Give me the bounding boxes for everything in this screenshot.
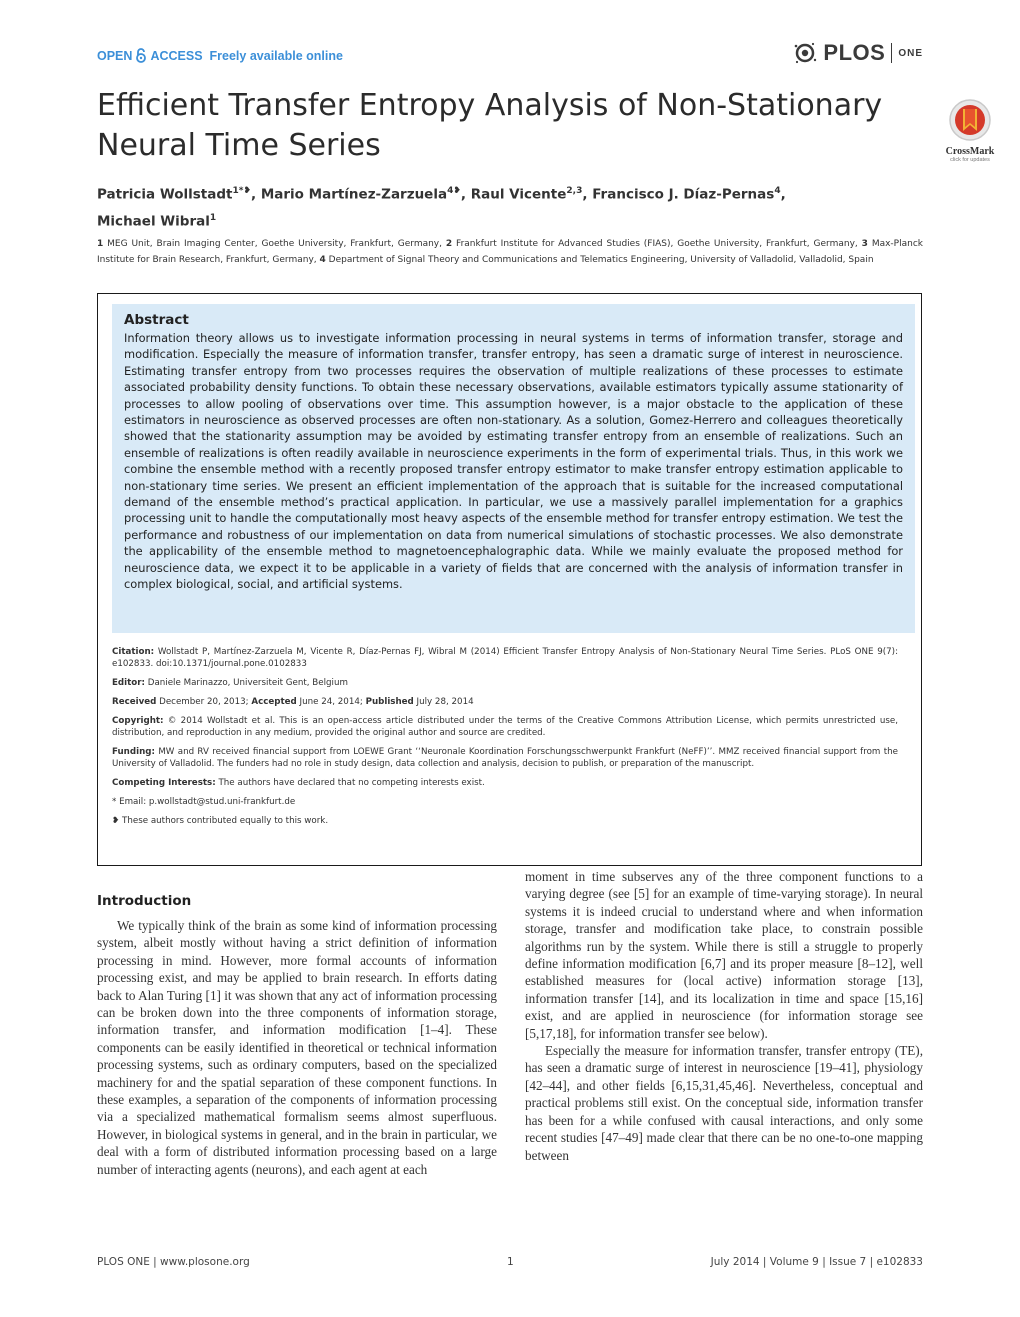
- abstract-text: Information theory allows us to investigate information processing in neural systems in terms of information transfer, storage and modification. Especially the measure of information transfer, transfer entropy, has seen a dramatic surge of interest in neuroscience. Estimating transfer entropy from two processes requires the observation of multiple realizations of these processes to estimate associated probability density functions. To obtain these necessary observations, available estimators typically assume stationarity of processes to allow pooling of observations over time. This assumption however, is a major obstacle to the application of these estimators in neuroscience as observed processes are often non-stationary. As a solution, Gomez-Herrero and colleagues theoretically showed that the stationarity assumption may be avoided by estimating transfer entropy from an ensemble of realizations. Such an ensemble of realizations is often readily available in neuroscience experiments in the form of experimental trials. Thus, in this work we combine the ensemble method with a recently proposed transfer entropy estimator to make transfer entropy estimation applicable to non-stationary time series. We present an efficient implementation of the approach that is suitable for the increased computational demand of the ensemble method’s practical application. In particular, we use a massively parallel implementation for a graphics processing unit to handle the computationally most heavy aspects of the ensemble method for transfer entropy estimation. We test the performance and robustness of our implementation on data from numerical simulations of stochastic processes. We also demonstrate the applicability of the ensemble method to magnetoencephalographic data. While we mainly evaluate the proposed method for neuroscience data, we expect it to be applicable in a variety of fields that are concerned with the analysis of information transfer in complex biological, social, and artificial systems.: [124, 331, 903, 592]
- affil-number: 2: [445, 239, 453, 249]
- article-metadata: [112, 646, 898, 834]
- plos-logo-icon: [793, 41, 817, 65]
- affil-number: 4: [319, 255, 326, 265]
- affil-text: Max-Planck Institute for Brain Research, Frankfurt, Germany,: [97, 239, 923, 265]
- affil-number: 1: [97, 239, 104, 249]
- author-affil: 1*❥: [232, 186, 251, 196]
- affil-number: 3: [861, 239, 868, 249]
- intro-paragraph-1: We typically think of the brain as some kind of information processing system, albeit mostly without having a strict definition of information processing in mind. However, more formal accounts of information processing exist, and may be applied to brain research. In efforts dating back to Alan Turing [1] it was shown that any act of information processing can be broken down into the three components of information storage, information transfer, and information modification [1–4]. These components can be easily identified in theoretical or technical information processing systems, such as ordinary computers, based on the specialized machinery for and the spatial separation of these component functions. In these examples, a separation of the components of information processing via a specialized mathematical formalism seems almost superfluous. However, in biological systems in general, and in the brain in particular, we deal with a form of distributed information processing based on a large number of interacting agents (neurons), and each agent at each: [97, 918, 497, 1177]
- open-access-banner: [97, 48, 343, 63]
- citation-label: Citation:: [112, 647, 155, 657]
- author-name: Patricia Wollstadt: [97, 186, 233, 203]
- crossmark-sublabel: click for updates: [950, 157, 990, 163]
- funding: [112, 746, 898, 770]
- freely-available-label: Freely available online: [209, 48, 343, 63]
- access-label: ACCESS: [150, 48, 203, 63]
- citation: [112, 646, 898, 670]
- crossmark-badge[interactable]: [938, 98, 1002, 163]
- open-lock-icon: [135, 48, 147, 63]
- funding-text: MW and RV received financial support from LOEWE Grant ‘‘Neuronale Koordination Forschungsschwerpunkt Frankfurt (NeFF)’’. MMZ received financial support from the University of Valladolid. The funders had no role in study design, data collection and analysis, decision to publish, or preparation of the manuscript.: [112, 747, 898, 769]
- one-wordmark: ONE: [898, 47, 923, 59]
- competing-label: Competing Interests:: [112, 778, 216, 788]
- title-line-1: Efficient Transfer Entropy Analysis of Non-Stationary: [97, 88, 883, 123]
- equal-contribution: ❥ These authors contributed equally to this work.: [112, 816, 329, 826]
- accepted-date: June 24, 2014;: [299, 697, 363, 707]
- right-column: [525, 868, 923, 1164]
- affil-text: Frankfurt Institute for Advanced Studies (FIAS), Goethe University, Frankfurt, Germany,: [456, 239, 858, 249]
- crossmark-label: CrossMark: [945, 146, 995, 157]
- published-date: July 28, 2014: [416, 697, 474, 707]
- intro-paragraph-3: Especially the measure for information transfer, transfer entropy (TE), has seen a dramatic surge of interest in neuroscience [19–41], physiology [42–44], and other fields [6,15,31,45,46]. Nevertheless, conceptual and practical problems still exist. On the conceptual side, information transfer has been for a while confused with causal interactions, and only some recent studies [47–49] made clear that there can be no one-to-one mapping between: [525, 1043, 923, 1163]
- published-label: Published: [365, 697, 414, 707]
- crossmark-icon: [948, 98, 992, 144]
- author-affil: 4❥: [447, 186, 461, 196]
- competing-text: The authors have declared that no competing interests exist.: [218, 778, 485, 788]
- received-date: December 20, 2013;: [159, 697, 249, 707]
- abstract-heading: Abstract: [124, 312, 189, 328]
- abstract-box: [112, 304, 915, 633]
- logo-divider: [891, 43, 892, 63]
- author-name: Michael Wibral: [97, 213, 210, 229]
- plos-wordmark: PLOS: [823, 40, 886, 65]
- page-number: 1: [507, 1256, 514, 1268]
- author-name: Francisco J. Díaz-Pernas: [592, 186, 775, 203]
- author-list: Patricia Wollstadt$^{1*❥}$, Mario Martínez-Zarzuela$^{4❥}$, Raul Vicente$^{2,3}$, Francisco J. Díaz-Pernas$^4$, Michael Wibral$^1$: [97, 186, 786, 229]
- copyright-text: © 2014 Wollstadt et al. This is an open-access article distributed under the terms of the Creative Commons Attribution License, which permits unrestricted use, distribution, and reproduction in any medium, provided the original author and source are credited.: [112, 716, 898, 738]
- affiliations: [97, 236, 923, 268]
- author-name: Raul Vicente: [470, 186, 567, 203]
- plos-one-logo: [793, 40, 923, 66]
- affil-text: Department of Signal Theory and Communications and Telematics Engineering, University of Valladolid, Valladolid, Spain: [328, 255, 874, 265]
- dates: [112, 696, 898, 708]
- affil-text: MEG Unit, Brain Imaging Center, Goethe University, Frankfurt, Germany,: [107, 239, 442, 249]
- editor-text: Daniele Marinazzo, Universiteit Gent, Belgium: [147, 678, 348, 688]
- intro-paragraph-2: moment in time subserves any of the three component functions to a varying degree (see [5] for an example of time-varying storage). In neural systems it is indeed crucial to understand where and when information storage, transfer and modification take place, to constrain possible algorithms run by the system. While there is still a struggle to properly define information modification [6,7] and its proper measure [8–12], well established measures for (local active) information storage [13], information transfer [14], and its localization in time and space [15,16] exist, and are applied in neuroscience (for information storage see [5,17,18], for information transfer see below).: [525, 869, 923, 1041]
- introduction-heading: Introduction: [97, 893, 192, 909]
- title-line-2: Neural Time Series: [97, 128, 381, 163]
- article-title: [97, 86, 887, 166]
- citation-text: Wollstadt P, Martínez-Zarzuela M, Vicente R, Díaz-Pernas FJ, Wibral M (2014) Efficient Transfer Entropy Analysis of Non-Stationary Neural Time Series. PLoS ONE 9(7): e102833. doi:10.1371/journal.pone.0102833: [112, 647, 898, 669]
- author-affil: 2,3: [566, 186, 583, 196]
- email[interactable]: * Email: p.wollstadt@stud.uni-frankfurt.de: [112, 797, 296, 807]
- editor: [112, 677, 898, 689]
- author-affil: 4: [774, 186, 781, 196]
- accepted-label: Accepted: [251, 697, 297, 707]
- footer-journal: PLOS ONE | www.plosone.org: [97, 1256, 250, 1268]
- editor-label: Editor:: [112, 678, 146, 688]
- funding-label: Funding:: [112, 747, 155, 757]
- received-label: Received: [112, 697, 157, 707]
- author-affil: 1: [209, 212, 217, 223]
- copyright-label: Copyright:: [112, 716, 164, 726]
- author-name: Mario Martínez-Zarzuela: [260, 186, 448, 203]
- competing-interests: [112, 777, 898, 789]
- open-label: OPEN: [97, 48, 133, 63]
- footer-issue: July 2014 | Volume 9 | Issue 7 | e102833: [710, 1256, 923, 1268]
- copyright: [112, 715, 898, 739]
